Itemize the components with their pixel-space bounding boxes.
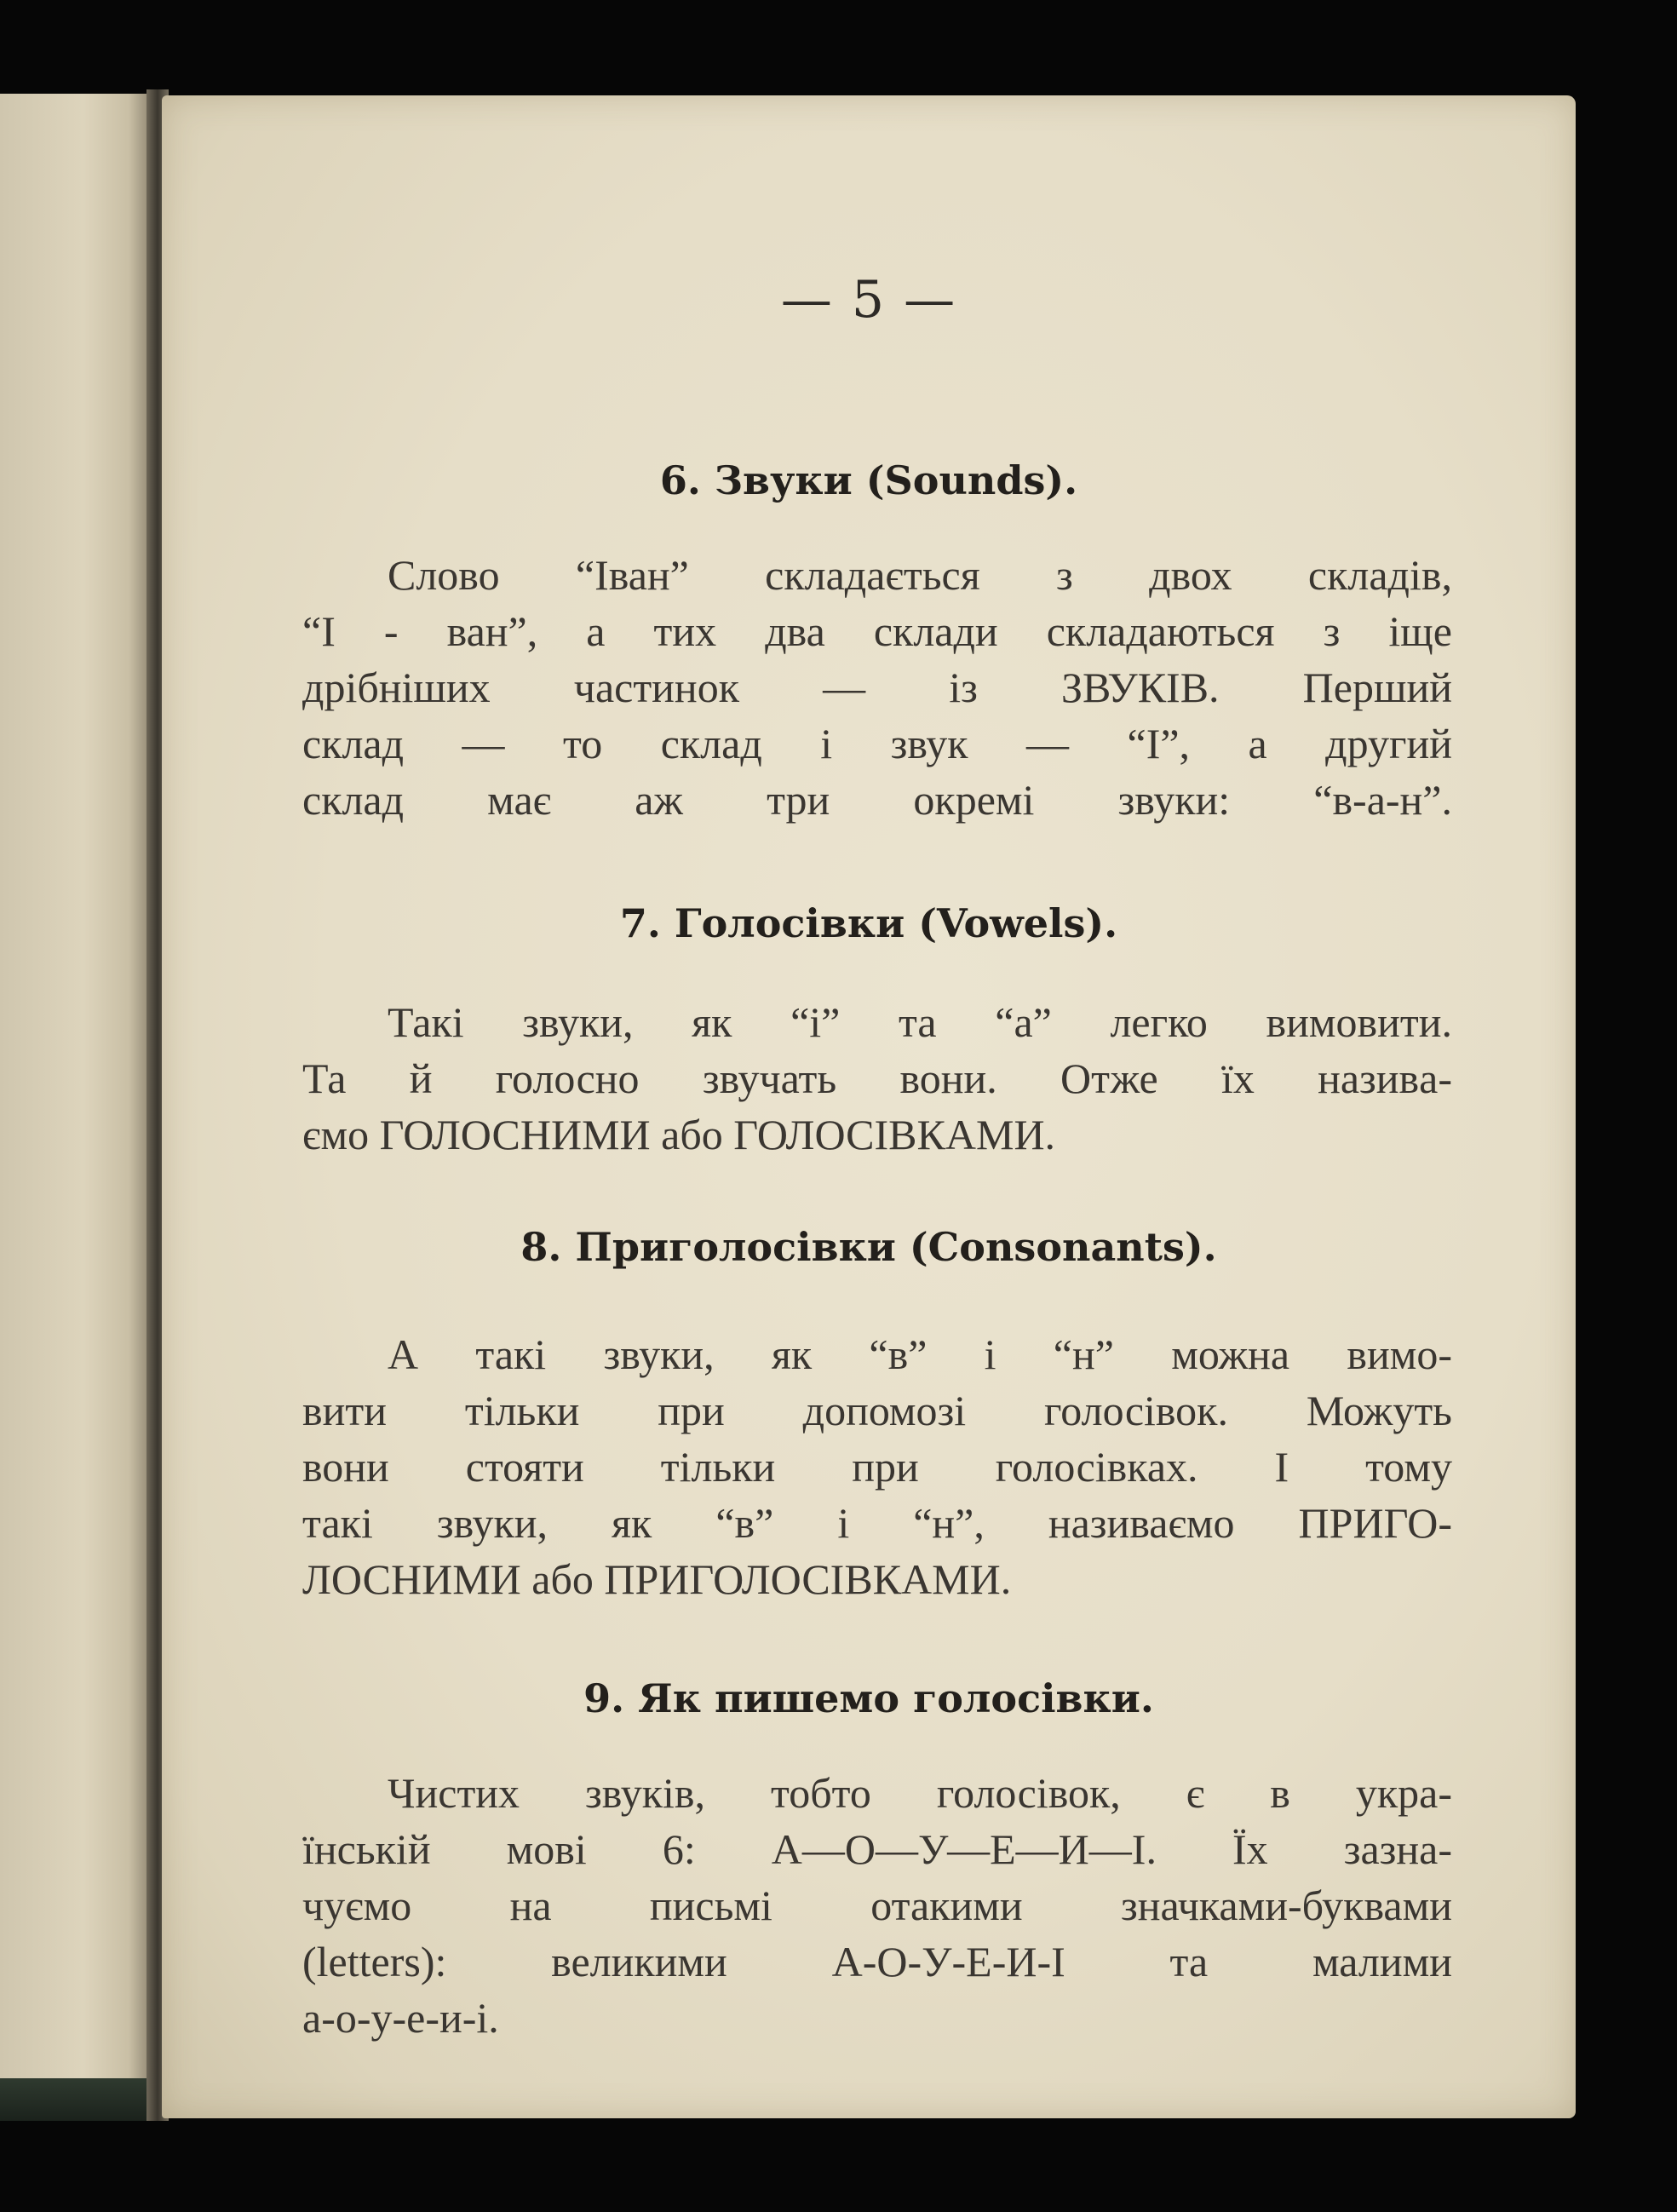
- page-number: — 5 —: [780, 270, 957, 330]
- paragraph-line: дрібніших частинок — із ЗВУКІВ. Перший: [302, 664, 1452, 711]
- paragraph-line: чуємо на письмі отакими значками-буквами: [302, 1882, 1452, 1929]
- paragraph-line: Та й голосно звучать вони. Отже їх називa-: [302, 1054, 1452, 1102]
- section-heading-9: 9. Як пишемо голосівки.: [583, 1675, 1154, 1721]
- section-paragraph-7: [302, 994, 1452, 1163]
- book-page: [162, 95, 1576, 2118]
- section-paragraph-9: [302, 1765, 1452, 2046]
- paragraph-line: склад має аж три окремі звуки: “в-а-н”.: [302, 776, 1452, 824]
- section-heading-8: 8. Приголосівки (Consonants).: [520, 1224, 1217, 1270]
- paragraph-line: (letters): великими А-О-У-Е-И-І та малими: [302, 1938, 1452, 1985]
- paragraph-line: склад — то склад і звук — “І”, а другий: [302, 720, 1452, 767]
- paragraph-line: ємо ГОЛОСНИМИ або ГОЛОСІВКАМИ.: [302, 1111, 1056, 1158]
- paragraph-line: їнській мові 6: А—О—У—Е—И—І. Їх зазна-: [302, 1825, 1452, 1873]
- section-heading-7: 7. Голосівки (Vowels).: [619, 900, 1118, 946]
- paragraph-line: такі звуки, як “в” і “н”, називаємо ПРИГО-: [302, 1499, 1452, 1547]
- paragraph-line: А такі звуки, як “в” і “н” можна вимо-: [388, 1330, 1452, 1378]
- paragraph-line: вони стояти тільки при голосівках. І тому: [302, 1443, 1452, 1491]
- paragraph-line: “І - ван”, а тих два склади складаються з іще: [302, 607, 1452, 655]
- paragraph-line: вити тільки при допомозі голосівок. Можуть: [302, 1387, 1452, 1434]
- paragraph-line: Чистих звуків, тобто голосівок, є в укра-: [388, 1769, 1452, 1817]
- paragraph-line: а-о-у-е-и-і.: [302, 1994, 499, 2042]
- section-paragraph-6: [302, 547, 1452, 828]
- paragraph-line: Слово “Іван” складається з двох складів,: [388, 551, 1452, 599]
- paragraph-line: ЛОСНИМИ або ПРИГОЛОСІВКАМИ.: [302, 1555, 1012, 1603]
- section-heading-6: 6. Звуки (Sounds).: [659, 457, 1078, 503]
- paragraph-line: Такі звуки, як “і” та “а” легко вимовити.: [388, 998, 1452, 1046]
- left-page-edge: [0, 94, 152, 2104]
- section-paragraph-8: [302, 1326, 1452, 1607]
- cover-edge: [0, 2078, 162, 2121]
